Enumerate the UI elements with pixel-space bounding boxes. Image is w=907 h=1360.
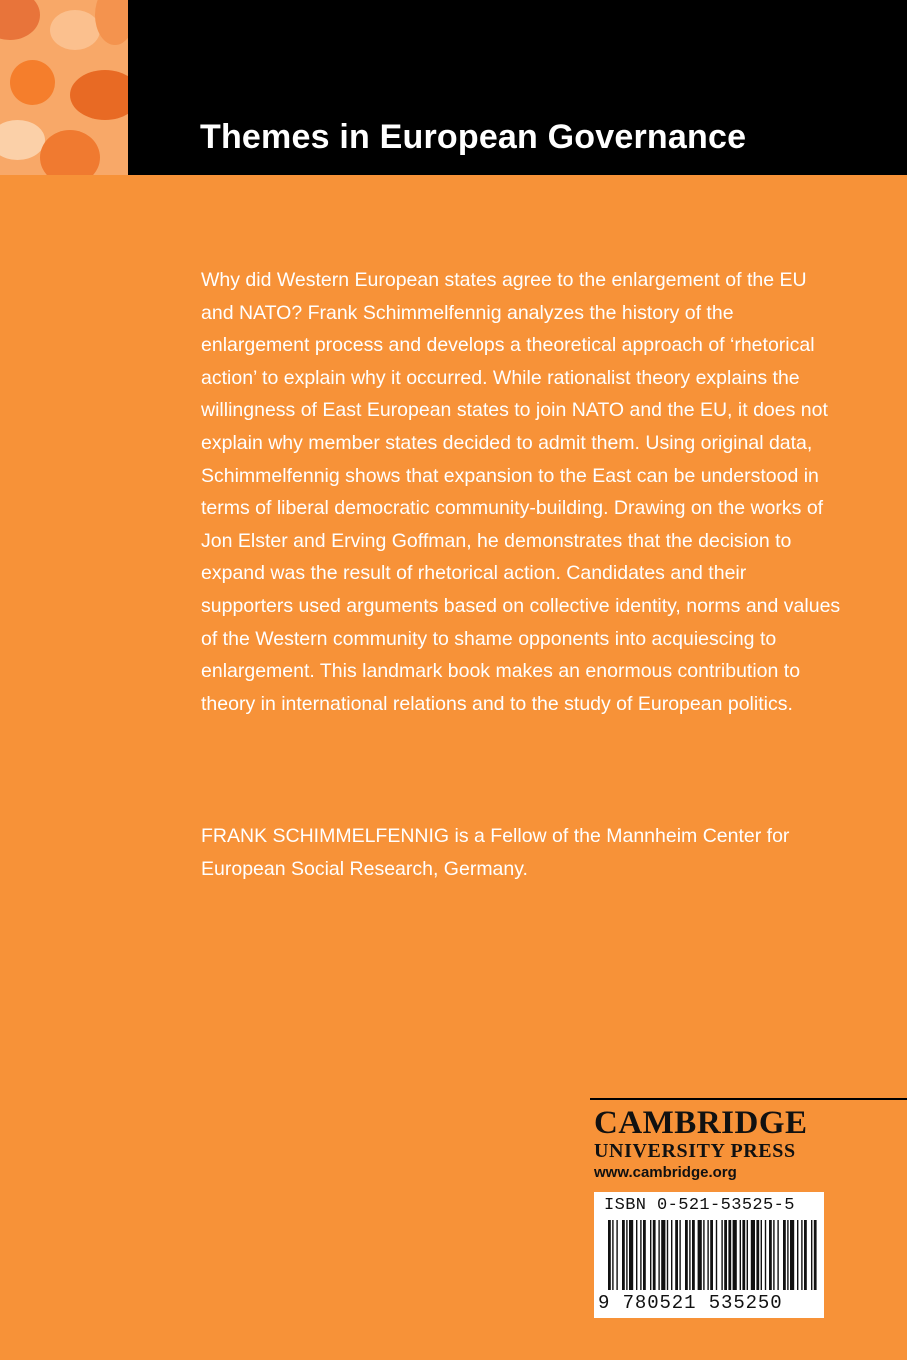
barcode-bar bbox=[675, 1220, 678, 1290]
barcode-bar bbox=[804, 1220, 807, 1290]
author-bio: FRANK SCHIMMELFENNIG is a Fellow of the Mannheim Center for European Social Research, Germany. bbox=[201, 825, 790, 880]
barcode-bar bbox=[716, 1220, 717, 1290]
barcode-bar bbox=[629, 1220, 633, 1290]
barcode-bar bbox=[643, 1220, 646, 1290]
barcode-bar bbox=[636, 1220, 637, 1290]
barcode-bar bbox=[689, 1220, 690, 1290]
barcode-bar bbox=[783, 1220, 786, 1290]
ean-number: 9 780521 535250 bbox=[598, 1292, 783, 1314]
barcode-bar bbox=[747, 1220, 748, 1290]
barcode-bar bbox=[801, 1220, 802, 1290]
barcode-bars bbox=[594, 1220, 824, 1294]
publisher-name: CAMBRIDGE bbox=[594, 1105, 808, 1141]
barcode-bar bbox=[721, 1220, 722, 1290]
barcode-bar bbox=[769, 1220, 772, 1290]
barcode-bar bbox=[728, 1220, 731, 1290]
barcode-bar bbox=[616, 1220, 617, 1290]
barcode-bar bbox=[692, 1220, 695, 1290]
barcode-bar bbox=[622, 1220, 625, 1290]
barcode-bar bbox=[710, 1220, 713, 1290]
barcode-bar bbox=[814, 1220, 817, 1290]
barcode-bar bbox=[740, 1220, 741, 1290]
barcode-bar bbox=[797, 1220, 798, 1290]
barcode-bar bbox=[733, 1220, 737, 1290]
barcode-bar bbox=[679, 1220, 680, 1290]
barcode-bar bbox=[612, 1220, 613, 1290]
barcode-bar bbox=[742, 1220, 745, 1290]
barcode-bar bbox=[698, 1220, 702, 1290]
barcode-bar bbox=[671, 1220, 672, 1290]
barcode-bar bbox=[761, 1220, 762, 1290]
barcode-bar bbox=[658, 1220, 659, 1290]
barcode-bar bbox=[661, 1220, 665, 1290]
barcode-bar bbox=[765, 1220, 766, 1290]
barcode-bar bbox=[667, 1220, 668, 1290]
barcode-bar bbox=[650, 1220, 651, 1290]
barcode-bar bbox=[811, 1220, 812, 1290]
barcode-bar bbox=[724, 1220, 727, 1290]
barcode-bar bbox=[653, 1220, 656, 1290]
series-header-band bbox=[0, 0, 907, 175]
isbn-label: ISBN 0-521-53525-5 bbox=[604, 1196, 795, 1215]
barcode-bar bbox=[751, 1220, 755, 1290]
barcode-bar bbox=[703, 1220, 704, 1290]
publisher-url: www.cambridge.org bbox=[594, 1164, 737, 1181]
barcode-bar bbox=[756, 1220, 759, 1290]
barcode-bar bbox=[790, 1220, 794, 1290]
cover-art-mosaic bbox=[0, 0, 128, 175]
barcode-bar bbox=[787, 1220, 788, 1290]
barcode-panel bbox=[594, 1192, 824, 1318]
publisher-logo bbox=[594, 1106, 830, 1184]
barcode-bar bbox=[640, 1220, 641, 1290]
barcode-bar bbox=[773, 1220, 774, 1290]
barcode-bar bbox=[685, 1220, 688, 1290]
barcode-bar bbox=[777, 1220, 778, 1290]
barcode-bar bbox=[626, 1220, 627, 1290]
barcode-bar bbox=[608, 1220, 611, 1290]
publisher-divider bbox=[590, 1098, 907, 1100]
barcode-bar bbox=[707, 1220, 708, 1290]
publisher-subname: UNIVERSITY PRESS bbox=[594, 1140, 796, 1162]
series-title: Themes in European Governance bbox=[200, 118, 747, 156]
book-blurb: Why did Western European states agree to the enlargement of the EU and NATO? Frank Schimmelfennig analyzes the history of the enlargement process and develops a theoretical approach of ‘rhetorical action’ to explain why it occurred. While rationalist theory explains the willingness of East European states to join NATO and the EU, it does not explain why member states decided to admit them. Using original data, Schimmelfennig shows that expansion to the East can be understood in terms of liberal democratic community-building. Drawing on the works of Jon Elster and Erving Goffman, he demonstrates that the decision to expand was the result of rhetorical action. Candidates and their supporters used arguments based on collective identity, norms and values of the Western community to shame opponents into acquiescing to enlargement. This landmark book makes an enormous contribution to theory in international relations and to the study of European politics. bbox=[201, 269, 841, 715]
